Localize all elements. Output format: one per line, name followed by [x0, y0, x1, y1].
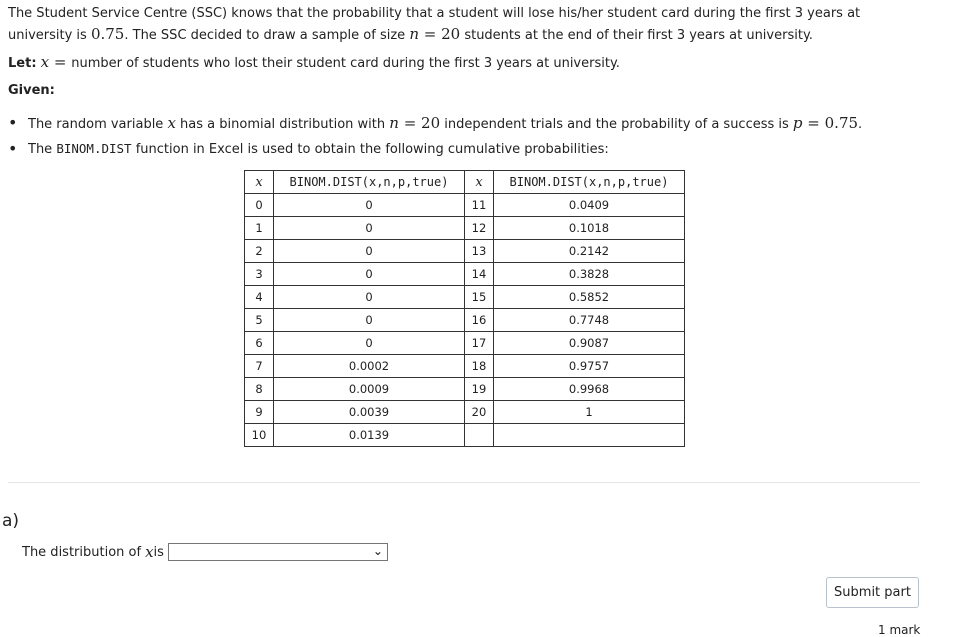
- cell-prob-right: 0.3828: [494, 263, 685, 286]
- problem-statement: [8, 4, 923, 46]
- intro-text-1: The Student Service Centre (SSC) knows that the probability that a student will lose his/her student card during the first 3 years at university is: [8, 6, 861, 43]
- cell-x-right: 16: [465, 309, 494, 332]
- cell-x-left: 2: [245, 240, 274, 263]
- cell-x-right: 13: [465, 240, 494, 263]
- table-row: [245, 378, 685, 401]
- cell-x-right: 20: [465, 401, 494, 424]
- part-a-label: a): [2, 511, 20, 531]
- cell-x-right: 19: [465, 378, 494, 401]
- table-row: [245, 286, 685, 309]
- given-item-excel: [8, 139, 938, 165]
- n-variable: n: [409, 25, 419, 43]
- cell-x-left: 10: [245, 424, 274, 447]
- cell-x-right: 12: [465, 217, 494, 240]
- cell-prob-right: 0.9968: [494, 378, 685, 401]
- cell-prob-left: 0: [274, 194, 465, 217]
- given-list: [8, 113, 938, 165]
- n-variable: n: [389, 114, 399, 132]
- equals-sign: =: [398, 114, 422, 132]
- equals-sign: =: [802, 114, 825, 132]
- cell-x-left: 4: [245, 286, 274, 309]
- bullet1-text-2: has a binomial distribution with: [175, 117, 390, 132]
- cell-x-right: 11: [465, 194, 494, 217]
- let-text: number of students who lost their student card during the first 3 years at university.: [71, 56, 620, 71]
- question-suffix: is: [153, 544, 164, 560]
- section-divider: [8, 482, 920, 483]
- table-row: [245, 332, 685, 355]
- cell-x-left: 9: [245, 401, 274, 424]
- cell-x-right: 14: [465, 263, 494, 286]
- cell-x-right: 18: [465, 355, 494, 378]
- intro-text-3: students at the end of their first 3 years at university.: [460, 28, 813, 43]
- table-row: [245, 401, 685, 424]
- function-name: BINOM.DIST: [56, 141, 132, 156]
- cell-x-right: [465, 424, 494, 447]
- cell-prob-left: 0.0002: [274, 355, 465, 378]
- cell-prob-left: 0: [274, 286, 465, 309]
- x-variable: x: [145, 543, 154, 561]
- given-item-distribution: [8, 113, 938, 139]
- bullet1-text-3: independent trials and the probability of a success is: [440, 117, 793, 132]
- table-row: [245, 309, 685, 332]
- p-variable: p: [792, 114, 803, 132]
- distribution-select[interactable]: [168, 543, 388, 561]
- table-row: [245, 355, 685, 378]
- header-x-right: x: [465, 171, 494, 194]
- equals-sign: =: [418, 25, 442, 43]
- cell-prob-right: 0.7748: [494, 309, 685, 332]
- cell-prob-left: 0: [274, 309, 465, 332]
- cell-prob-right: 0.9087: [494, 332, 685, 355]
- cell-prob-left: 0: [274, 240, 465, 263]
- intro-text-2: . The SSC decided to draw a sample of size: [124, 28, 410, 43]
- table-row: [245, 424, 685, 447]
- cell-prob-right: 0.1018: [494, 217, 685, 240]
- cell-prob-right: 1: [494, 401, 685, 424]
- header-binom-left: BINOM.DIST(x,n,p,true): [274, 171, 465, 194]
- cell-x-left: 3: [245, 263, 274, 286]
- cell-x-left: 7: [245, 355, 274, 378]
- x-variable: x: [167, 114, 176, 132]
- cell-x-left: 6: [245, 332, 274, 355]
- cell-x-left: 0: [245, 194, 274, 217]
- cell-prob-right: 0.0409: [494, 194, 685, 217]
- cell-prob-right: 0.5852: [494, 286, 685, 309]
- chevron-down-icon: ⌄: [372, 544, 383, 558]
- table-row: [245, 263, 685, 286]
- n-value: 20: [441, 25, 461, 43]
- cell-prob-left: 0.0009: [274, 378, 465, 401]
- cell-x-right: 17: [465, 332, 494, 355]
- cell-x-left: 5: [245, 309, 274, 332]
- question-text: The distribution of: [22, 544, 142, 560]
- bullet1-text-1: The random variable: [28, 117, 168, 132]
- p-value: 0.75: [824, 114, 859, 132]
- bullet2-text-2: function in Excel is used to obtain the following cumulative probabilities:: [131, 142, 609, 157]
- table-row: [245, 217, 685, 240]
- mark-value: 1 mark: [878, 623, 921, 637]
- cell-prob-left: 0: [274, 217, 465, 240]
- table-row: [245, 194, 685, 217]
- cell-x-left: 1: [245, 217, 274, 240]
- cell-x-left: 8: [245, 378, 274, 401]
- x-variable: x: [40, 53, 50, 71]
- header-binom-right: BINOM.DIST(x,n,p,true): [494, 171, 685, 194]
- given-heading: Given:: [8, 83, 55, 98]
- cell-prob-right: [494, 424, 685, 447]
- let-label: Let:: [8, 56, 37, 71]
- probability-value: 0.75: [90, 25, 125, 43]
- cell-prob-left: 0: [274, 332, 465, 355]
- part-a-question: [22, 543, 388, 561]
- cell-prob-right: 0.9757: [494, 355, 685, 378]
- cell-x-right: 15: [465, 286, 494, 309]
- cumulative-probability-table: [244, 170, 685, 447]
- let-definition: [8, 53, 620, 71]
- cell-prob-left: 0.0039: [274, 401, 465, 424]
- table-header-row: [245, 171, 685, 194]
- equals-sign: =: [49, 53, 72, 71]
- table-row: [245, 240, 685, 263]
- cell-prob-left: 0: [274, 263, 465, 286]
- cell-prob-right: 0.2142: [494, 240, 685, 263]
- bullet1-period: .: [858, 117, 863, 132]
- cell-prob-left: 0.0139: [274, 424, 465, 447]
- submit-part-button[interactable]: Submit part: [826, 577, 919, 608]
- header-x-left: x: [245, 171, 274, 194]
- bullet2-text-1: The: [28, 142, 57, 157]
- n-value: 20: [421, 114, 441, 132]
